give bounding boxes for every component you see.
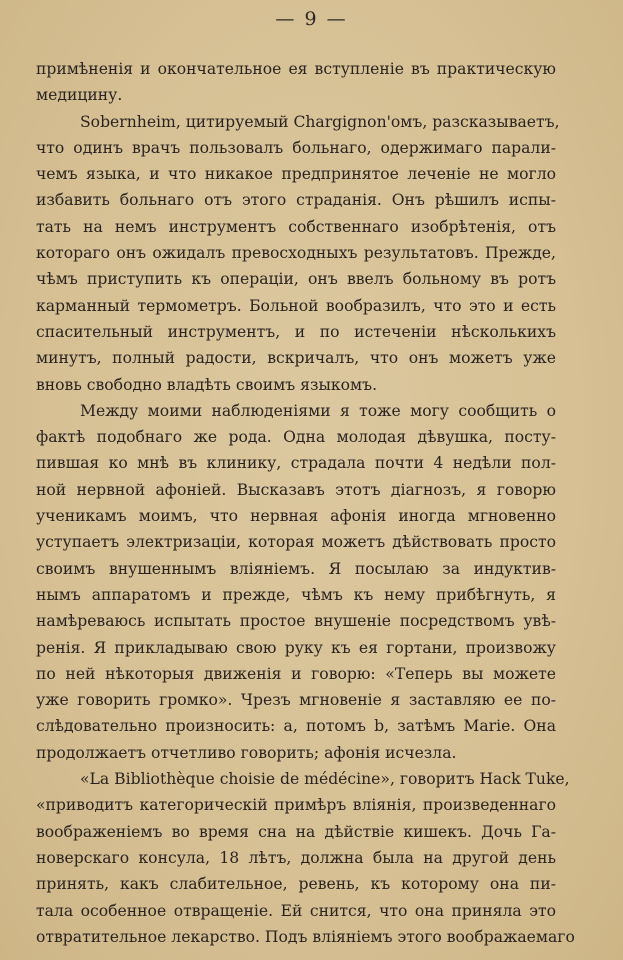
text-line: новерскаго консула, 18 лѣтъ, должна была на другой день (36, 848, 556, 867)
text-line: тать на немъ инструментъ собственнаго изобрѣтенія, отъ (36, 217, 556, 236)
text-line: чѣмъ приступить къ операціи, онъ ввелъ больному въ ротъ (36, 270, 556, 289)
text-line: пившая ко мнѣ въ клинику, страдала почти 4 недѣли пол- (36, 454, 556, 473)
text-line: отвратительное лекарство. Подъ вліяніемъ этого воображаемаго (36, 927, 575, 946)
text-line: намѣреваюсь испытать простое внушеніе посредствомъ увѣ- (36, 612, 556, 631)
text-line: уже говорить громко». Чрезъ мгновеніе я заставляю ее по- (36, 691, 556, 710)
text-line: медицину. (36, 86, 123, 105)
text-line: минутъ, полный радости, вскричалъ, что онъ можетъ уже (36, 349, 556, 368)
text-line: нымъ аппаратомъ и прежде, чѣмъ къ нему прибѣгнуть, я (36, 585, 556, 604)
text-line: «приводитъ категорическій примѣръ вліянія, произведеннаго (36, 796, 556, 815)
text-line: «La Bibliothèque choisie de médécine», говоритъ Hack Tuke, (80, 770, 570, 789)
text-line: уступаетъ электризаціи, которая можетъ дѣйствовать просто (36, 533, 556, 552)
text-line: слѣдовательно произносить: a, потомъ b, затѣмъ Marie. Она (36, 717, 556, 736)
text-line: чемъ языка, и что никакое предпринятое леченіе не могло (36, 165, 556, 184)
page-number: — 9 — (275, 8, 348, 30)
text-line: своимъ внушеннымъ вліяніемъ. Я посылаю за индуктив- (36, 559, 556, 578)
text-line: фактѣ подобнаго же рода. Одна молодая дѣвушка, посту- (36, 428, 556, 447)
text-line: ренія. Я прикладываю свою руку къ ея гортани, произвожу (36, 638, 556, 657)
text-line: карманный термометръ. Больной вообразилъ, что это и есть (36, 296, 556, 315)
text-line: воображеніемъ во время сна на дѣйствіе кишекъ. Дочь Га- (36, 822, 556, 841)
text-line: по ней нѣкоторыя движенія и говорю: «Теперь вы можете (36, 664, 556, 683)
text-line: избавить больнаго отъ этого страданія. Онъ рѣшилъ испы- (36, 191, 556, 210)
body-text (36, 56, 575, 950)
text-line: вновь свободно владѣть своимъ языкомъ. (36, 375, 378, 394)
text-line: тала особенное отвращеніе. Ей снится, что она приняла это (36, 901, 556, 920)
text-line: спасительный инструментъ, и по истеченіи нѣсколькихъ (36, 322, 556, 341)
text-line: принять, какъ слабительное, ревень, къ которому она пи- (36, 875, 556, 894)
text-line: ученикамъ моимъ, что нервная афонія иногда мгновенно (36, 507, 556, 526)
text-line: что одинъ врачъ пользовалъ больнаго, одержимаго парали- (36, 138, 556, 157)
text-line: продолжаетъ отчетливо говорить; афонія исчезла. (36, 743, 457, 762)
text-line: Между моими наблюденіями я тоже могу сообщить о (80, 401, 556, 420)
text-line: котораго онъ ожидалъ превосходныхъ результатовъ. Прежде, (36, 244, 556, 263)
text-line: примѣненія и окончательное ея вступленіе въ практическую (36, 60, 556, 78)
text-line: ной нервной афоніей. Высказавъ этотъ діагнозъ, я говорю (36, 480, 556, 499)
text-line: Sobernheim, цитируемый Chargignon'омъ, разсказываетъ, (80, 112, 560, 131)
